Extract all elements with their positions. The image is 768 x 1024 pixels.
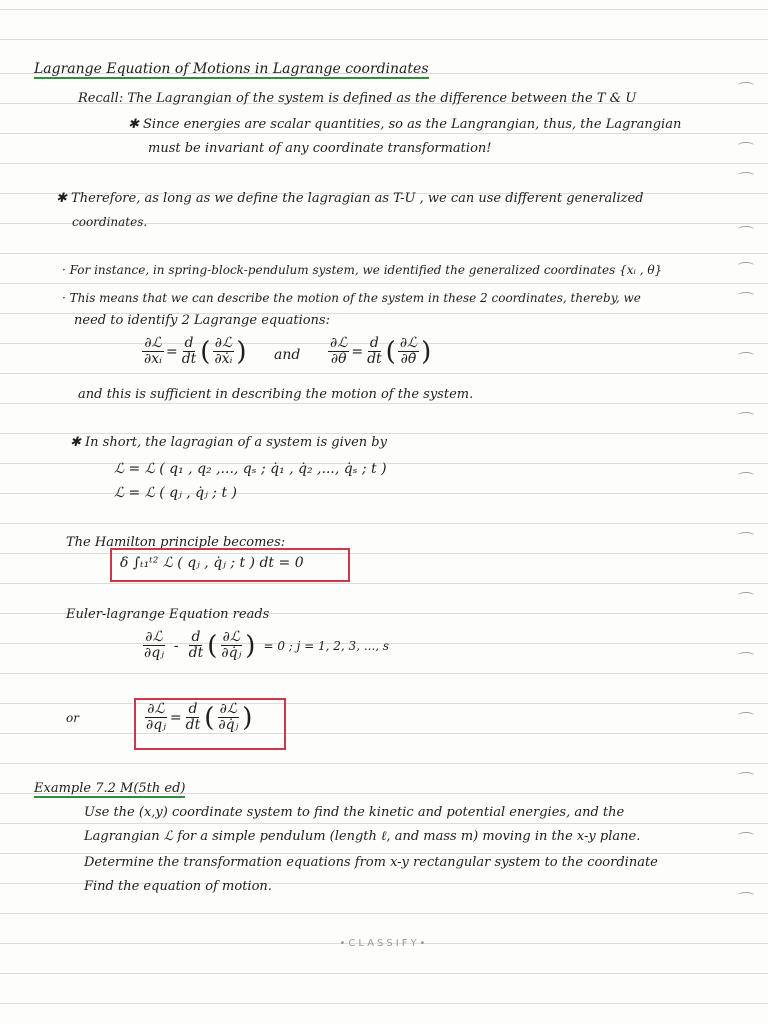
- margin-mark: [738, 892, 754, 899]
- eq2-d: d: [369, 335, 379, 351]
- euler-paren-close: ): [245, 630, 256, 661]
- footer-brand: •CLASSIFY•: [339, 938, 429, 949]
- euler-lhs-num: ∂ℒ: [145, 629, 163, 645]
- margin-mark: [738, 832, 754, 839]
- and-word: and: [274, 347, 301, 363]
- margin-mark: [738, 472, 754, 479]
- margin-mark: [738, 532, 754, 539]
- boxed-euler-eq: [142, 702, 252, 734]
- boxed-dt: dt: [185, 717, 201, 734]
- or-word: or: [66, 711, 79, 725]
- lagrange-eq-x: [140, 336, 247, 368]
- since-line-2: must be invariant of any coordinate transformation!: [148, 141, 492, 156]
- eq2-dt: dt: [367, 351, 382, 368]
- euler-lagrange-eq: [140, 630, 389, 662]
- example-title: Example 7.2 M(5th ed): [34, 781, 186, 796]
- eq2-equals: =: [351, 343, 364, 360]
- euler-dt: dt: [188, 645, 204, 662]
- boxed-rhs-num: ∂ℒ: [219, 701, 237, 717]
- boxed-paren-open: (: [204, 702, 215, 733]
- euler-rhs-den: ∂q̇ⱼ: [221, 645, 242, 662]
- euler-paren-open: (: [207, 630, 218, 661]
- boxed-lhs-den: ∂qⱼ: [146, 717, 166, 734]
- therefore-line-1: ✱ Therefore, as long as we define the lagragian as T-U , we can use different generalized: [56, 191, 644, 206]
- short-line: ✱ In short, the lagragian of a system is given by: [70, 435, 387, 450]
- boxed-d: d: [188, 701, 198, 717]
- therefore-line-2: coordinates.: [72, 215, 148, 229]
- boxed-lhs-num: ∂ℒ: [147, 701, 165, 717]
- eq1-lhs-num: ∂ℒ: [144, 335, 162, 351]
- eq1-dt: dt: [181, 351, 197, 368]
- boxed-rhs-den: ∂q̇ⱼ: [218, 717, 239, 734]
- eq1-rhs-num: ∂ℒ: [214, 335, 233, 351]
- since-line-1: ✱ Since energies are scalar quantities, so as the Langrangian, thus, the Lagrangian: [128, 117, 682, 132]
- margin-mark: [738, 412, 754, 419]
- means-line-2: need to identify 2 Lagrange equations:: [74, 313, 330, 328]
- example-line-2: Lagrangian ℒ for a simple pendulum (length ℓ, and mass m) moving in the x-y plane.: [84, 829, 641, 844]
- hamilton-equation: δ ∫ₜ₁ᵗ² ℒ ( qⱼ , q̇ⱼ ; t ) dt = 0: [120, 555, 304, 571]
- margin-mark: [738, 592, 754, 599]
- eq1-d: d: [184, 335, 194, 351]
- example-line-3: Determine the transformation equations from x-y rectangular system to the coordinate: [84, 855, 658, 870]
- eq2-lhs-den: ∂θ: [330, 351, 347, 368]
- euler-minus: -: [173, 637, 179, 654]
- hamilton-line: The Hamilton principle becomes:: [66, 535, 286, 550]
- margin-mark: [738, 262, 754, 269]
- euler-rhs-num: ∂ℒ: [222, 629, 240, 645]
- eq2-paren-open: (: [385, 336, 396, 367]
- margin-mark: [738, 142, 754, 149]
- boxed-paren-close: ): [242, 702, 253, 733]
- eq1-rhs-den: ∂ẋᵢ: [214, 351, 233, 368]
- lagrangian-full: ℒ = ℒ ( q₁ , q₂ ,..., qₛ ; q̇₁ , q̇₂ ,..., q̇ₛ ; t ): [114, 461, 387, 477]
- margin-mark: [738, 82, 754, 89]
- example-line-1: Use the (x,y) coordinate system to find the kinetic and potential energies, and the: [84, 805, 625, 820]
- eq2-rhs-den: ∂θ̇: [400, 351, 417, 368]
- eq1-paren-close: ): [236, 336, 247, 367]
- euler-tail: = 0 ; j = 1, 2, 3, ..., s: [263, 638, 390, 653]
- eq2-rhs-num: ∂ℒ: [399, 335, 418, 351]
- euler-d: d: [191, 629, 201, 645]
- means-line-1: · This means that we can describe the motion of the system in these 2 coordinates, thereby, we: [62, 291, 641, 305]
- lagrangian-compact: ℒ = ℒ ( qⱼ , q̇ⱼ ; t ): [114, 485, 237, 501]
- eq2-lhs-num: ∂ℒ: [330, 335, 348, 351]
- recall-line: Recall: The Lagrangian of the system is defined as the difference between the T & U: [78, 91, 637, 106]
- lagrange-eq-theta: [326, 336, 431, 368]
- margin-mark: [738, 652, 754, 659]
- page-title: Lagrange Equation of Motions in Lagrange coordinates: [34, 61, 429, 77]
- margin-mark: [738, 712, 754, 719]
- margin-mark: [738, 352, 754, 359]
- margin-mark: [738, 226, 754, 233]
- example-line-4: Find the equation of motion.: [84, 879, 272, 894]
- sufficient-line: and this is sufficient in describing the motion of the system.: [78, 387, 474, 402]
- eq1-paren-open: (: [200, 336, 211, 367]
- euler-lhs-den: ∂qⱼ: [144, 645, 164, 662]
- boxed-equals: =: [169, 709, 182, 726]
- margin-mark: [738, 292, 754, 299]
- eq1-equals: =: [165, 343, 178, 360]
- margin-mark: [738, 172, 754, 179]
- eq1-lhs-den: ∂xᵢ: [144, 351, 162, 368]
- instance-line: · For instance, in spring-block-pendulum system, we identified the generalized coordinates {xᵢ , θ}: [62, 263, 663, 277]
- euler-line: Euler-lagrange Equation reads: [66, 607, 270, 622]
- margin-mark: [738, 772, 754, 779]
- eq2-paren-close: ): [421, 336, 432, 367]
